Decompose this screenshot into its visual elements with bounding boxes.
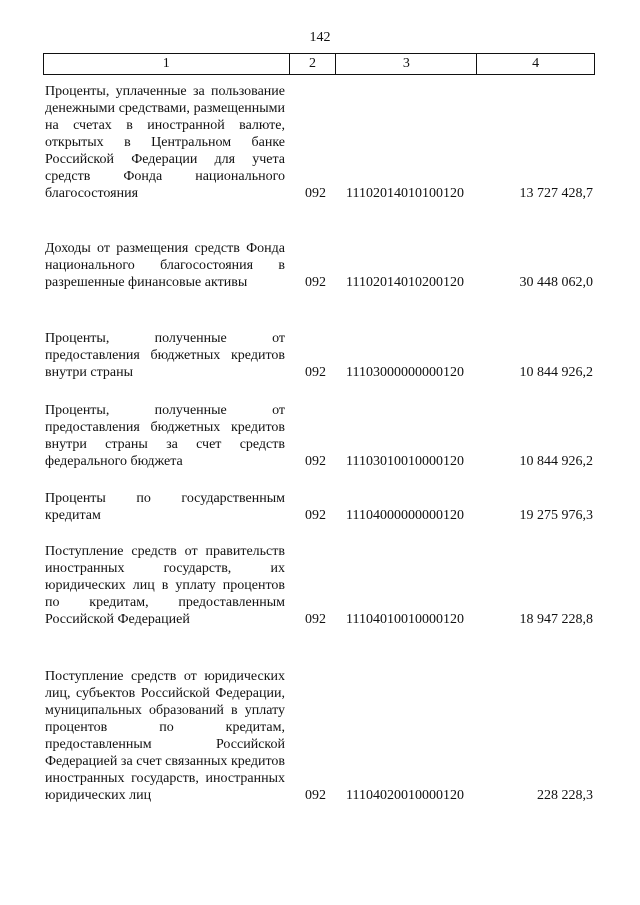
row-admin-code: 092 bbox=[305, 186, 326, 201]
header-col-4: 4 bbox=[532, 56, 540, 71]
row-description: Проценты, уплаченные за пользование денежными средствами, размещенными на счетах в иностранной валюте, открытых в Центральном банке Российской Федерации для учета средств Фонда национального благосостояния bbox=[45, 84, 285, 201]
row-amount: 10 844 926,2 bbox=[519, 365, 593, 380]
row-kbk-code: 11102014010200120 bbox=[346, 275, 464, 290]
row-description: Проценты, полученные от предоставления бюджетных кредитов внутри страны bbox=[45, 331, 285, 380]
page-number: 142 bbox=[309, 30, 331, 45]
table-row bbox=[45, 330, 593, 381]
row-admin-code: 092 bbox=[305, 454, 326, 469]
row-admin-code: 092 bbox=[305, 612, 326, 627]
row-admin-code: 092 bbox=[305, 508, 326, 523]
table-row bbox=[45, 543, 593, 628]
table-row bbox=[45, 402, 593, 470]
row-kbk-code: 11104000000000120 bbox=[346, 508, 464, 523]
row-description: Проценты, полученные от предоставления бюджетных кредитов внутри страны за счет средств федерального бюджета bbox=[45, 403, 285, 469]
header-col-2: 2 bbox=[290, 54, 337, 74]
row-kbk-code: 11103000000000120 bbox=[346, 365, 464, 380]
row-amount: 10 844 926,2 bbox=[519, 454, 593, 469]
row-description: Поступление средств от правительств иностранных государств, их юридических лиц в уплату процентов по кредитам, предоставленным Российской Федерацией bbox=[45, 544, 285, 627]
row-description: Проценты по государственным кредитам bbox=[45, 491, 285, 523]
row-amount: 18 947 228,8 bbox=[519, 612, 593, 627]
row-description: Поступление средств от юридических лиц, субъектов Российской Федерации, муниципальных образований в уплату процентов по кредитам, предоставленным Российской Федерацией за счет связанных кредитов иностранных государств, иностранных юридических лиц bbox=[45, 669, 285, 803]
row-amount: 19 275 976,3 bbox=[519, 508, 593, 523]
row-admin-code: 092 bbox=[305, 365, 326, 380]
row-kbk-code: 11103010010000120 bbox=[346, 454, 464, 469]
row-amount: 228 228,3 bbox=[537, 788, 593, 803]
row-kbk-code: 11102014010100120 bbox=[346, 186, 464, 201]
table-row bbox=[45, 83, 593, 202]
table-row bbox=[45, 240, 593, 291]
table-row bbox=[45, 490, 593, 524]
row-admin-code: 092 bbox=[305, 275, 326, 290]
header-col-3: 3 bbox=[336, 54, 477, 74]
table-header bbox=[43, 53, 595, 75]
row-amount: 30 448 062,0 bbox=[519, 275, 593, 290]
row-description: Доходы от размещения средств Фонда национального благосостояния в разрешенные финансовые активы bbox=[45, 241, 285, 290]
row-admin-code: 092 bbox=[305, 788, 326, 803]
row-kbk-code: 11104020010000120 bbox=[346, 788, 464, 803]
table-row bbox=[45, 668, 593, 804]
row-amount: 13 727 428,7 bbox=[519, 186, 593, 201]
row-kbk-code: 11104010010000120 bbox=[346, 612, 464, 627]
header-col-1: 1 bbox=[44, 54, 290, 74]
